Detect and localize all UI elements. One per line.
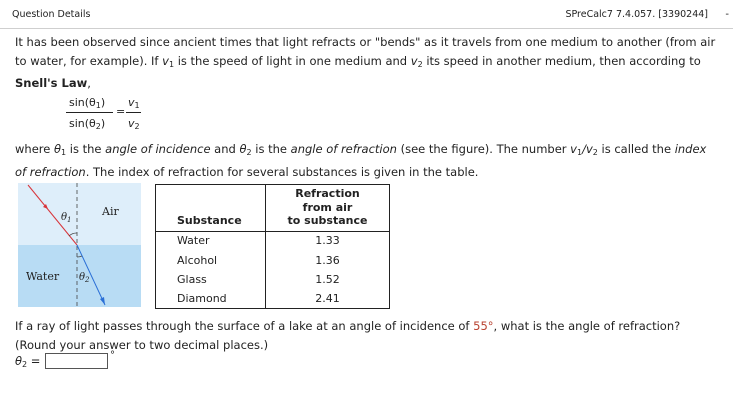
substance-cell: Glass [177,272,207,286]
index-cell: 1.52 [315,272,340,286]
index-cell: 1.36 [315,253,340,267]
refraction-figure [18,183,141,307]
refraction-index-table [155,184,390,309]
theta1-label: $\theta_1$ [61,212,72,224]
refraction-diagram [18,183,141,307]
formula-numerator-left: $\sin(\theta_1)$ [69,96,106,110]
answer-input[interactable] [45,353,108,369]
question-id: SPreCalc7 7.4.057. [3390244] [565,9,708,20]
question-details-title: Question Details [12,9,91,20]
air-region [18,183,141,245]
index-cell: 1.33 [315,234,340,248]
formula-denominator-right: $v_2$ [128,117,140,131]
table-row [155,289,390,308]
intro-paragraph: It has been observed since ancient times that light refracts or "bends" as it travels from one medium to another (from air to water, for example). If $v_1$ is the speed of light in one medium and $v_2$ its speed in another medium, then according to Snell's Law, [15,35,716,90]
substance-cell: Diamond [177,292,227,306]
water-label: Water [26,270,60,283]
angle-value: 55° [473,319,494,333]
air-label: Air [102,205,119,218]
table-header-row [155,184,390,231]
table-row [155,231,390,250]
fraction-bar-left [66,112,113,113]
question-paragraph: If a ray of light passes through the surface of a lake at an angle of incidence of 55°, what is the angle of refraction? (Round your answer to two decimal places.) [15,319,681,352]
formula-equals: = [116,105,126,118]
question-header [0,0,733,29]
formula-numerator-right: $v_1$ [128,96,140,110]
collapse-toggle[interactable]: - [725,9,729,20]
snells-law-term: Snell's Law [15,76,88,90]
col-index-header: Refraction from air to substance [287,187,368,227]
degree-unit: ° [110,350,115,361]
substance-cell: Water [177,234,210,248]
definition-paragraph: where $\theta_1$ is the angle of incidence and $\theta_2$ is the angle of refraction (see the figure). The number $v_1/v_2$ is called the index of refraction. The index of refraction for several substances is given in the table. [15,142,707,179]
substance-cell: Alcohol [177,253,218,267]
fraction-bar-right [126,112,141,113]
answer-label: $\theta_2$ = [15,354,41,369]
index-cell: 2.41 [315,292,340,306]
theta2-label: $\theta_2$ [79,272,90,284]
snells-law-formula [66,96,156,132]
col-substance-header: Substance [177,214,242,227]
table-row [155,270,390,289]
table-row [155,250,390,269]
formula-denominator-left: $\sin(\theta_2)$ [69,117,106,131]
